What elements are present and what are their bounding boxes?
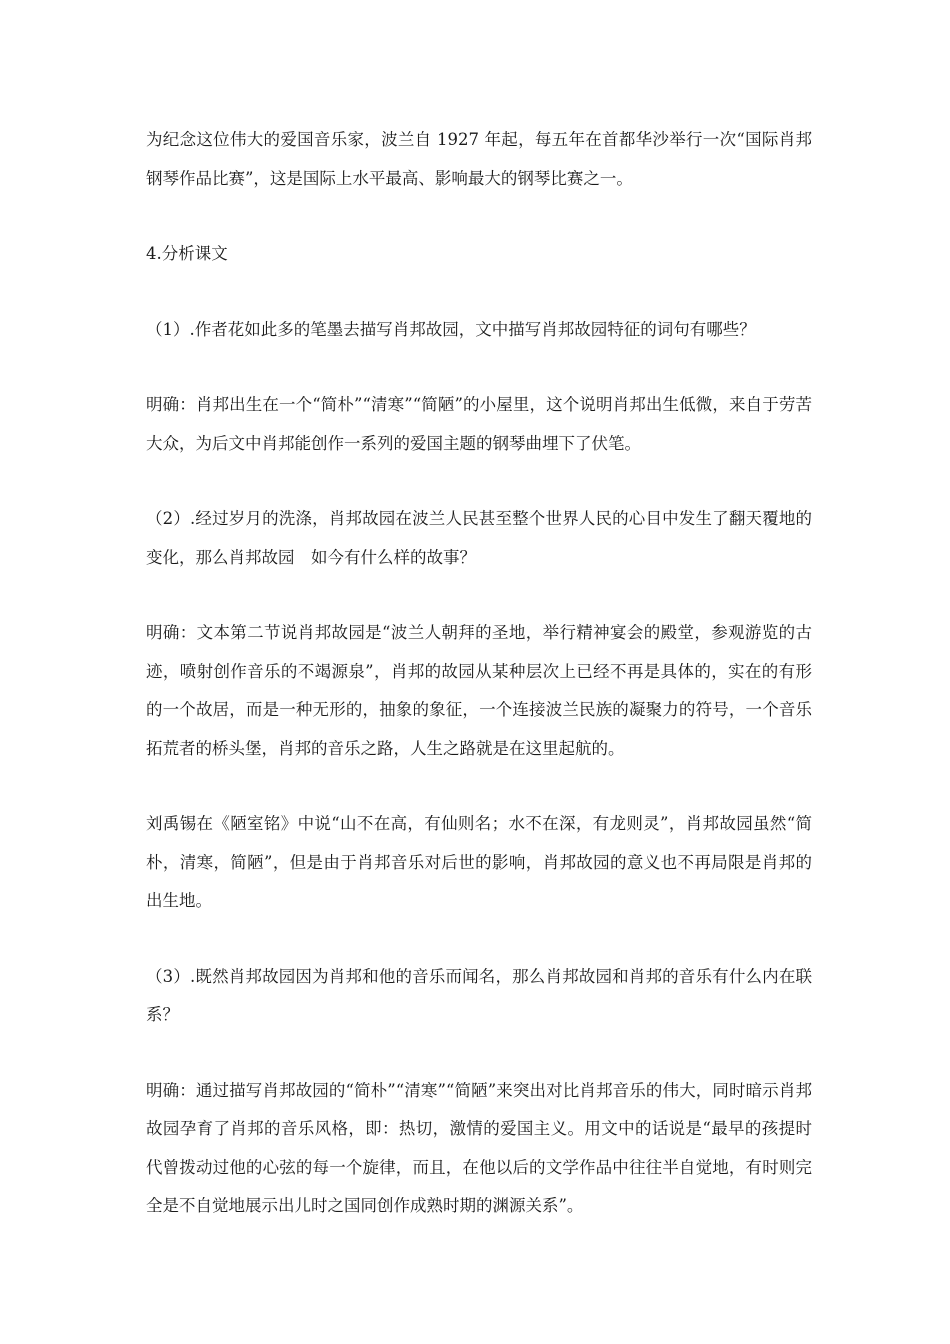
- paragraph-intro: 为纪念这位伟大的爱国音乐家，波兰自 1927 年起，每五年在首都华沙举行一次“国际肖邦钢琴作品比赛”，这是国际上水平最高、影响最大的钢琴比赛之一。: [146, 130, 812, 188]
- question-2: （2）.经过岁月的洗涤，肖邦故园在波兰人民甚至整个世界人民的心目中发生了翻天覆地的变化，那么肖邦故园 如今有什么样的故事？: [146, 509, 812, 567]
- answer-2: 明确：文本第二节说肖邦故园是“波兰人朝拜的圣地，举行精神宴会的殿堂，参观游览的古迹，喷射创作音乐的不竭源泉”，肖邦的故园从某种层次上已经不再是具体的，实在的有形的一个故居，而是一种无形的，抽象的象征，一个连接波兰民族的凝聚力的符号，一个音乐拓荒者的桥头堡，肖邦的音乐之路，人生之路就是在这里起航的。: [146, 623, 812, 758]
- question-3: （3）.既然肖邦故园因为肖邦和他的音乐而闻名，那么肖邦故园和肖邦的音乐有什么内在联系？: [146, 966, 812, 1024]
- answer-3: 明确：通过描写肖邦故园的“简朴”“清寒”“简陋”来突出对比肖邦音乐的伟大，同时暗示肖邦故园孕育了肖邦的音乐风格，即：热切，激情的爱国主义。用文中的话说是“最早的孩提时代曾拨动过他的心弦的每一个旋律，而且，在他以后的文学作品中往往半自觉地，有时则完全是不自觉地展示出儿时之国同创作成熟时期的渊源关系”。: [146, 1080, 812, 1215]
- section-heading: 4.分析课文: [146, 244, 228, 263]
- question-1: （1）.作者花如此多的笔墨去描写肖邦故园，文中描写肖邦故园特征的词句有哪些？: [146, 319, 756, 339]
- document-body: [146, 121, 812, 1263]
- answer-2-continued: 刘禹锡在《陋室铭》中说“山不在高，有仙则名；水不在深，有龙则灵”，肖邦故园虽然“简朴，清寒，简陋”，但是由于肖邦音乐对后世的影响，肖邦故园的意义也不再局限是肖邦的出生地。: [146, 814, 812, 910]
- answer-1: 明确：肖邦出生在一个“简朴”“清寒”“简陋”的小屋里，这个说明肖邦出生低微，来自于劳苦大众，为后文中肖邦能创作一系列的爱国主题的钢琴曲埋下了伏笔。: [146, 395, 812, 453]
